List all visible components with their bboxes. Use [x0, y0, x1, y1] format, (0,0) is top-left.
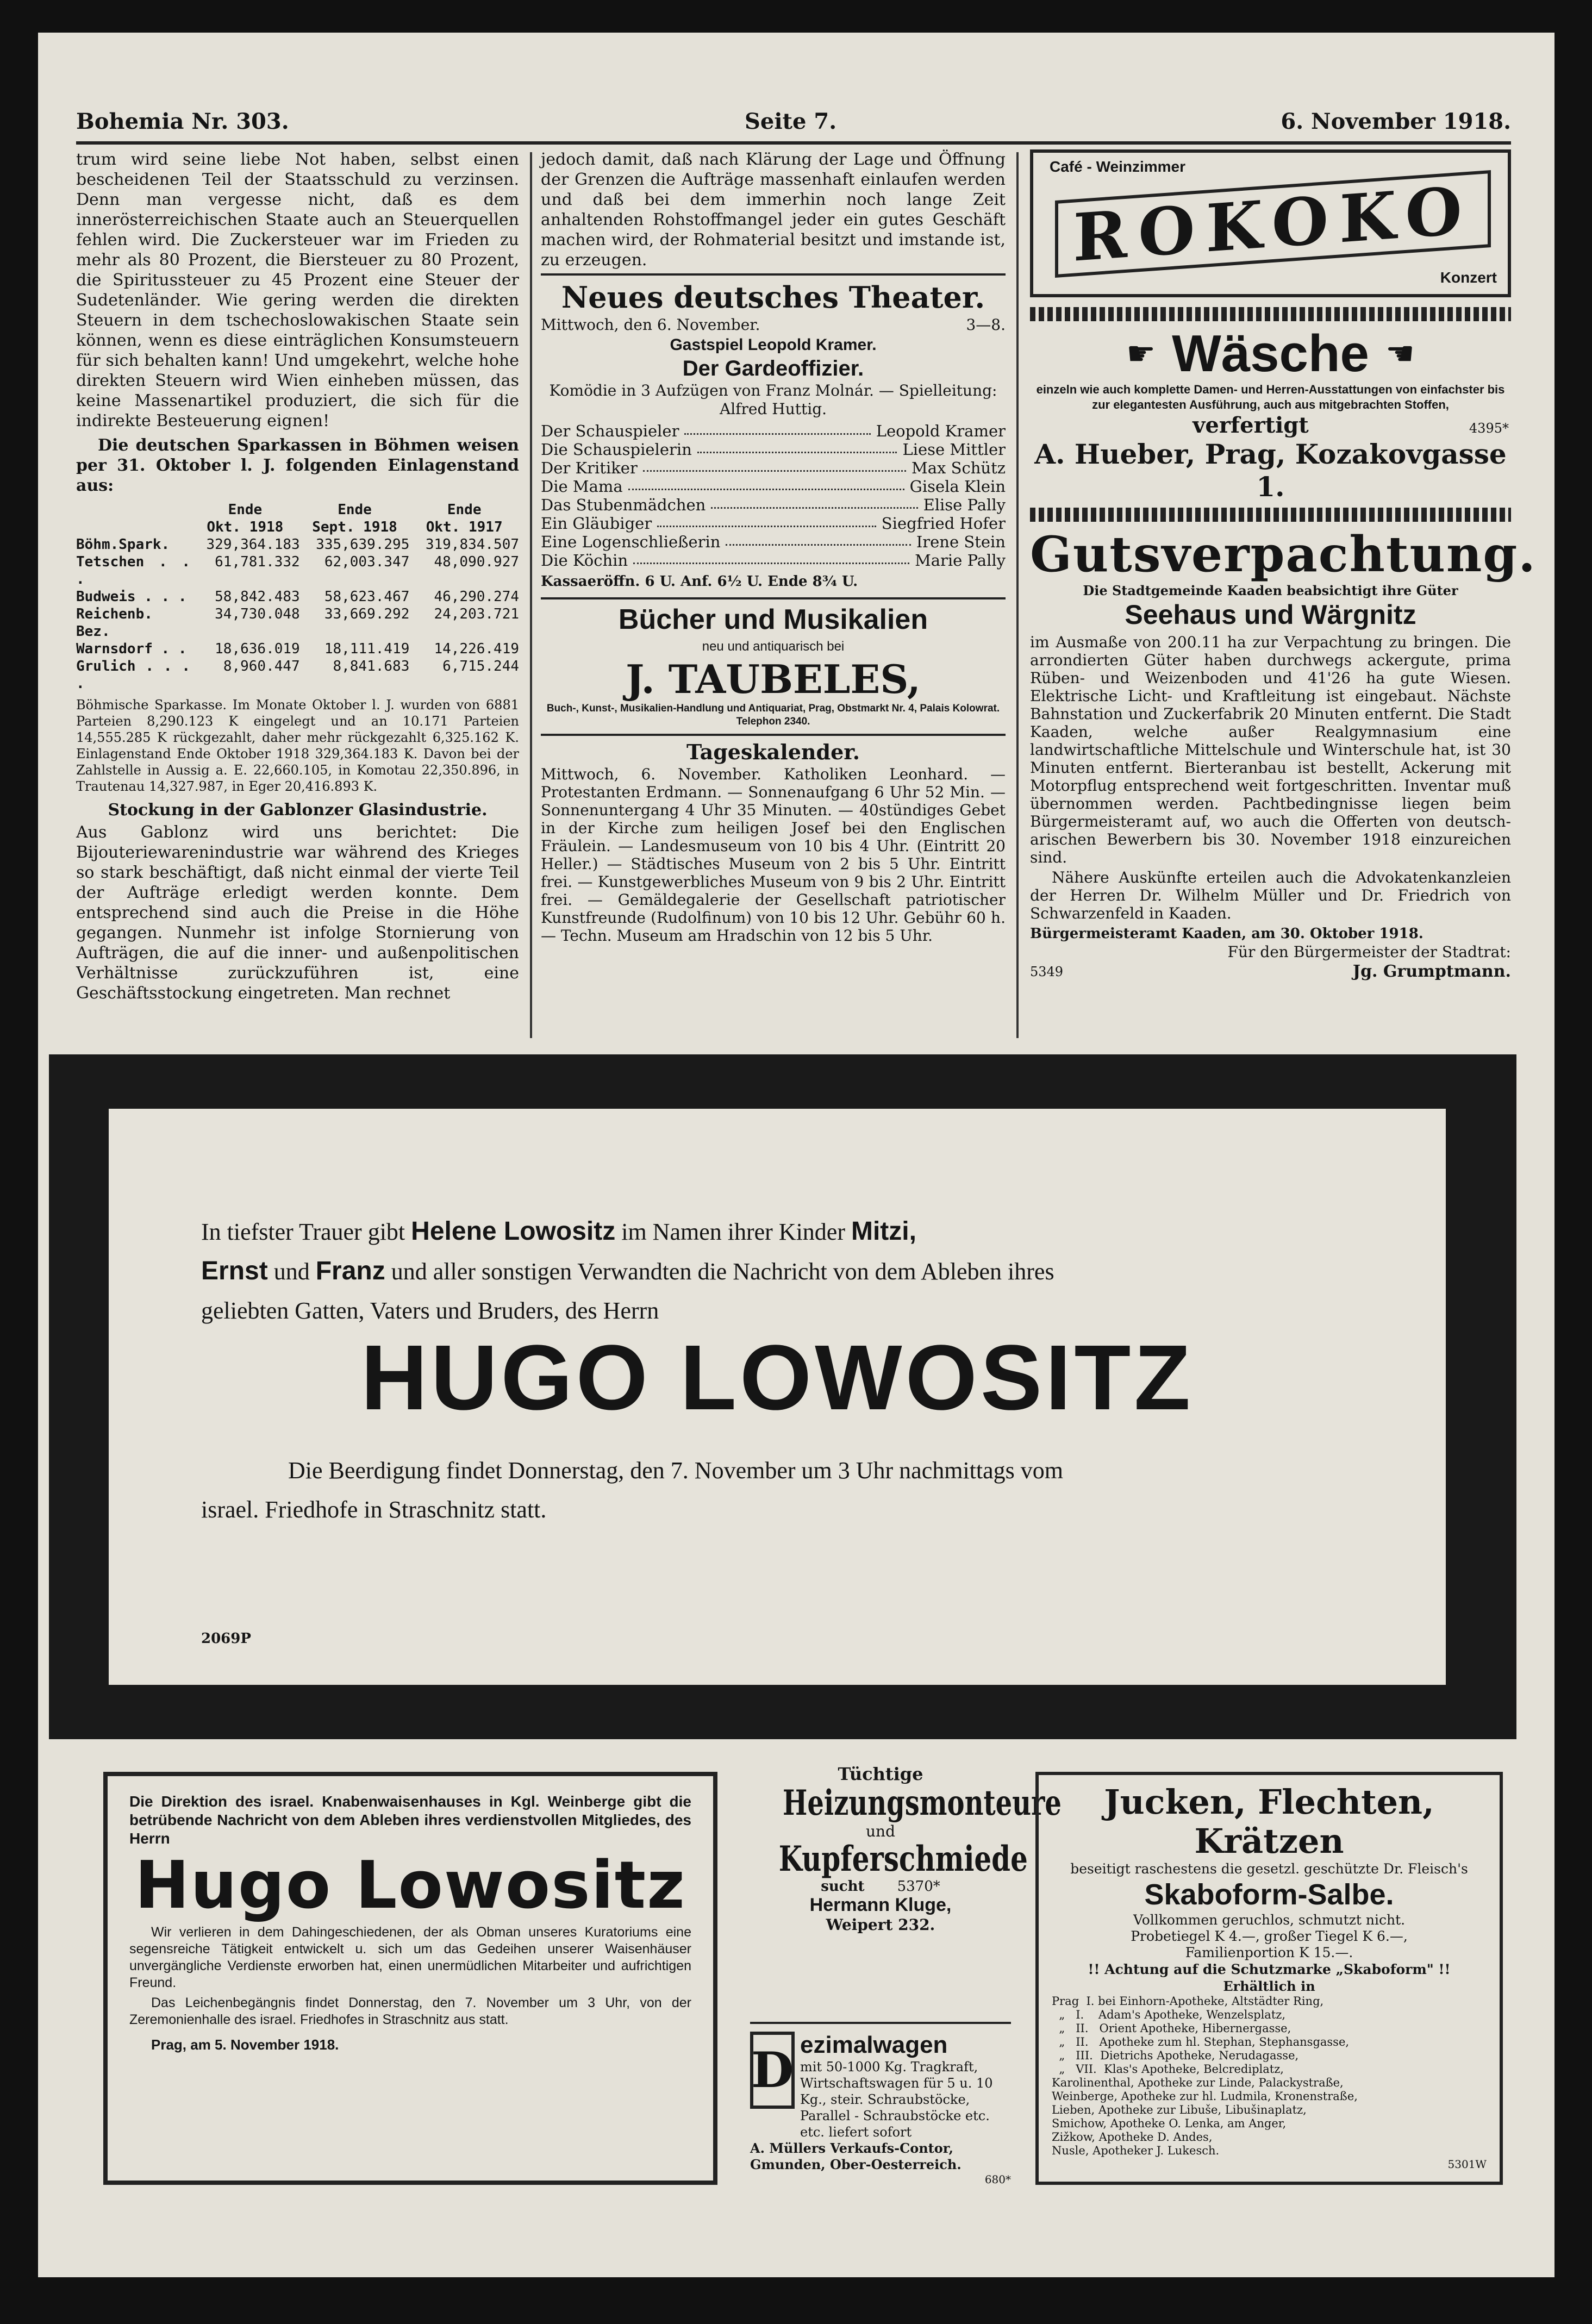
theater-title: Neues deutsches Theater.	[561, 280, 985, 315]
cast-row	[541, 422, 1006, 440]
decorative-border-2	[1030, 508, 1511, 522]
table-cell: 58,623.467	[324, 589, 410, 605]
cast-role: Die Köchin	[541, 551, 628, 570]
sparkassen-table	[76, 501, 519, 692]
pharmacy-item: Zižkow, Apotheke D. Andes,	[1052, 2131, 1213, 2144]
waisenhaus-text2: Das Leichenbegängnis findet Donnerstag, den 7. November um 3 Uhr, von der Zeremonienhalle des israel. Friedhofes in Straschnitz aus statt.	[129, 1995, 691, 2027]
header-page: Seite 7.	[745, 109, 837, 134]
cast-role: Der Kritiker	[541, 459, 638, 477]
table-header-cell	[76, 501, 190, 536]
table-cell: 58,842.483	[215, 589, 300, 605]
table-cell: 34,730.048	[215, 606, 300, 622]
obit-line5: israel. Friedhofe in Straschnitz statt.	[201, 1496, 547, 1523]
table-cell: 335,639.295	[316, 536, 410, 553]
table-cell: Reichenb. Bez.	[76, 606, 153, 640]
table-header-cell: Ende Okt. 1917	[426, 502, 503, 535]
waisenhaus-head: Die Direktion des israel. Knabenwaisenhauses in Kgl. Weinberge gibt die betrübende Nachricht von dem Ableben ihres verdienstvollen Mitgliedes, des Herrn	[129, 1793, 691, 1847]
skaboform-warn: !! Achtung auf die Schutzmarke „Skaboform" !!	[1088, 1961, 1451, 1977]
obit-line3: geliebten Gatten, Vaters und Bruders, des Herrn	[201, 1297, 659, 1324]
gut-sig2: Für den Bürgermeister der Stadtrat:	[1227, 943, 1511, 961]
table-header-cell: Ende Okt. 1918	[207, 502, 284, 535]
rokoko-logo: ROKOKO	[1055, 170, 1491, 278]
dezimalwagen-ad	[750, 2022, 1011, 2186]
waesche-code: 4395*	[1469, 421, 1509, 436]
table-cell: 8,841.683	[333, 658, 410, 674]
cast-row	[541, 514, 1006, 533]
pharmacy-list	[1052, 1995, 1487, 2158]
pharmacy-item: Weinberge, Apotheke zur hl. Ludmila, Kronenstraße,	[1052, 2090, 1358, 2103]
cast-actor: Marie Pally	[915, 551, 1006, 570]
column-3	[1030, 149, 1537, 982]
skaboform-prices2: Familienportion K 15.—.	[1185, 1945, 1353, 1960]
table-cell: 33,669.292	[324, 606, 410, 622]
pharmacy-item: Nusle, Apotheker J. Lukesch.	[1052, 2144, 1220, 2157]
gut-names: Seehaus und Wärgnitz	[1125, 599, 1416, 630]
table-cell: 18,636.019	[215, 641, 300, 657]
cast-role: Das Stubenmädchen	[541, 496, 706, 514]
obit-child-ernst: Ernst	[201, 1257, 268, 1285]
cast-role: Eine Logenschließerin	[541, 533, 721, 551]
page-header	[76, 109, 1511, 145]
cast-actor: Liese Mittler	[902, 440, 1006, 459]
table-cell: 18,111.419	[324, 641, 410, 657]
skaboform-name: Skaboform-Salbe.	[1144, 1878, 1394, 1911]
cast-role: Ein Gläubiger	[541, 514, 652, 533]
waesche-ad	[1030, 321, 1511, 508]
header-issue: Bohemia Nr. 303.	[76, 109, 289, 134]
tageskalender	[541, 734, 1006, 945]
obit-line1c: im Namen ihrer Kinder	[621, 1219, 845, 1245]
pharmacy-item: „ III. Dietrichs Apotheke, Nerudagasse,	[1052, 2049, 1299, 2062]
gut-sig1: Bürgermeisteramt Kaaden, am 30. Oktober 1918.	[1030, 926, 1424, 942]
skaboform-code: 5301W	[1447, 2158, 1487, 2171]
waisenhaus-notice	[103, 1772, 717, 2185]
table-row	[76, 605, 519, 640]
skaboform-desc: Vollkommen geruchlos, schmutzt nicht.	[1133, 1912, 1406, 1928]
theater-code: 3—8.	[966, 316, 1006, 334]
skaboform-title: Jucken, Flechten, Krätzen	[1104, 1782, 1434, 1861]
theater-ad	[541, 273, 1006, 592]
rokoko-top: Café - Weinzimmer	[1050, 158, 1185, 175]
obit-und: und	[273, 1258, 310, 1285]
sparkassen-heading: Die deutschen Sparkassen in Böhmen weisen per 31. Oktober l. J. folgenden Einlagenstand aus:	[76, 436, 519, 495]
skaboform-avail: Erhältlich in	[1223, 1978, 1315, 1994]
table-cell: 8,960.447	[223, 658, 300, 674]
table-cell: Tetschen . . .	[76, 554, 191, 588]
pharmacy-item: Karolinenthal, Apotheke zur Linde, Palackystraße,	[1052, 2076, 1344, 2089]
decorative-border	[1030, 307, 1511, 321]
article-steuer-text: trum wird seine liebe Not haben, selbst einen bescheidenen Teil der Staatsschuld zu verzinsen. Denn man vergesse nicht, daß es dem innerösterreichischen Staate auch an Steuerquellen fehlen wird. Die Zuckersteuer war im Frieden zu mehr als 80 Prozent, die Biersteuer zu 80 Prozent, die Spiritussteuer zu 45 Prozent eine Steuer der Sudetenländer. Wie gering werden die direkten Steuern in dem tschechoslowakischen Staate sein können, wenn es diese einträglichen Konsumsteuern für sich behalten kann! Und umgekehrt, welche hohe direkten Steuern wird Wien einheben müssen, das keine Massenartikel produziert, die sich für die indirekte Besteuerung eignen!	[76, 150, 519, 430]
table-cell: Grulich . . . .	[76, 658, 191, 692]
pharmacy-item: „ II. Orient Apotheke, Hibernergasse,	[1052, 2022, 1291, 2035]
gut-sig3: Jg. Grumptmann.	[1352, 962, 1511, 981]
heizung-addr: Weipert 232.	[826, 1916, 935, 1934]
obit-line2d: und aller sonstigen Verwandten die Nachricht von dem Ableben ihres	[391, 1258, 1054, 1285]
pointing-hand-icon: ☛	[1126, 335, 1156, 373]
table-cell: Warnsdorf . .	[76, 641, 187, 657]
cast-row	[541, 551, 1006, 570]
cast-list	[541, 422, 1006, 570]
dezimalwagen-title: ezimalwagen	[800, 2032, 948, 2058]
gut-intro: Die Stadtgemeinde Kaaden beabsichtigt ihre Güter	[1083, 583, 1458, 598]
theater-date: Mittwoch, den 6. November.	[541, 316, 760, 334]
pointing-hand-icon-2: ☛	[1385, 335, 1415, 373]
waesche-verb: verfertigt	[1193, 413, 1309, 438]
books-desc: Buch-, Kunst-, Musikalien-Handlung und Antiquariat, Prag, Obstmarkt Nr. 4, Palais Kolowrat. Telephon 2340.	[546, 703, 1000, 727]
books-sub: neu und antiquarisch bei	[702, 639, 845, 654]
obit-child-mitzi: Mitzi,	[851, 1217, 916, 1246]
tageskalender-text: Mittwoch, 6. November. Katholiken Leonhard. — Protestanten Erdmann. — Sonnenaufgang 6 Uhr 52 Min. — Sonnenuntergang 4 Uhr 35 Minuten. — 40stündiges Gebet in der Kirche zum heiligen Josef bei den Englischen Fräulein. — Landesmuseum von 10 bis 4 Uhr. (Eintritt 20 Heller.) — Städtisches Museum von 2 bis 5 Uhr. Eintritt frei. — Kunstgewerbliches Museum von 9 bis 2 Uhr. Eintritt frei. — Gemäldegalerie der Gesellschaft patriotischer Kunstfreunde (Rudolfinum) von 10 bis 12 Uhr. Gebühr 60 h. — Techn. Museum am Hradschin von 12 bis 5 Uhr.	[541, 765, 1006, 945]
waisenhaus-name: Hugo Lowositz	[135, 1848, 686, 1923]
obit-line4: Die Beerdigung findet Donnerstag, den 7. November um 3 Uhr nachmittags vom	[288, 1457, 1064, 1484]
pharmacy-item: „ II. Apotheke zum hl. Stephan, Stephansgasse,	[1052, 2035, 1350, 2048]
obit-line1a: In tiefster Trauer gibt	[201, 1219, 405, 1245]
table-cell: Budweis . . .	[76, 589, 187, 605]
pharmacy-item: Smichow, Apotheke O. Lenka, am Anger,	[1052, 2117, 1287, 2130]
gut-text-2: Nähere Auskünfte erteilen auch die Advokatenkanzleien der Herren Dr. Wilhelm Müller und Dr. Friedrich von Schwarzenfeld in Kaaden.	[1030, 869, 1511, 922]
column-2	[541, 149, 1006, 947]
dezimalwagen-text: mit 50-1000 Kg. Tragkraft, Wirtschaftswagen für 5 u. 10 Kg., steir. Schraubstöcke, Parallel - Schraubstöcke etc. etc. liefert sofort	[800, 2059, 993, 2140]
cast-role: Die Mama	[541, 477, 623, 496]
cast-actor: Max Schütz	[912, 459, 1006, 477]
heizung-code: 5370*	[897, 1878, 940, 1895]
table-header-cell: Ende Sept. 1918	[312, 502, 397, 535]
books-ad	[541, 597, 1006, 728]
sparkasse-report: Böhmische Sparkasse. Im Monate Oktober l. J. wurden von 6881 Parteien 8,290.123 K eingelegt und an 10.171 Parteien 14,555.285 K rückgezahlt, daher mehr rückgezahlt 6,325.162 K. Einlagenstand Ende Oktober 1918 329,364.183 K. Davon bei der Zahlstelle in Aussig a. E. 22,660.105, in Komotau 22,350.896, in Trautenau 14,327.987, in Eger 20,416.893 K.	[76, 697, 519, 794]
heizung-sucht: sucht	[821, 1878, 865, 1895]
cast-actor: Leopold Kramer	[876, 422, 1006, 440]
table-row	[76, 588, 519, 605]
dezimalwagen-code: 680*	[984, 2173, 1011, 2186]
tageskalender-title: Tageskalender.	[686, 740, 860, 764]
cast-row	[541, 459, 1006, 477]
gut-code: 5349	[1030, 964, 1064, 979]
obit-child-franz: Franz	[315, 1257, 385, 1285]
table-cell: 61,781.332	[215, 554, 300, 570]
heizung-und: und	[866, 1822, 895, 1840]
pharmacy-item: Lieben, Apotheke zur Libuše, Libušinaplatz,	[1052, 2103, 1307, 2116]
waesche-text: einzeln wie auch komplette Damen- und Herren-Ausstattungen von einfachster bis zur elegantesten Ausführung, auch aus mitgebrachten Stoffen,	[1036, 383, 1505, 411]
table-cell: 329,364.183	[206, 536, 300, 553]
pharmacy-item: „ VII. Klas's Apotheke, Belcrediplatz,	[1052, 2063, 1284, 2076]
cast-role: Der Schauspieler	[541, 422, 679, 440]
column-1	[76, 149, 519, 1005]
obituary-notice	[109, 1109, 1446, 1685]
table-cell: 24,203.721	[434, 606, 520, 622]
table-cell: 46,290.274	[434, 589, 520, 605]
heizung-ad	[750, 1764, 1062, 1934]
skaboform-ad	[1035, 1772, 1503, 2185]
table-row	[76, 536, 519, 553]
pharmacy-item: „ I. Adam's Apotheke, Wenzelsplatz,	[1052, 2008, 1286, 2021]
obit-widow-name: Helene Lowositz	[411, 1217, 616, 1246]
table-cell: 48,090.927	[434, 554, 520, 570]
heizung-title2: Kupferschmiede	[778, 1839, 1028, 1879]
dezimalwagen-firm: A. Müllers Verkaufs-Contor, Gmunden, Ober-Oesterreich.	[750, 2140, 962, 2172]
obit-code: 2069P	[201, 1630, 251, 1647]
table-row	[76, 640, 519, 658]
table-cell: Böhm.Spark.	[76, 536, 170, 553]
cast-row	[541, 496, 1006, 514]
column-rule-1	[530, 152, 532, 1038]
cast-role: Die Schauspielerin	[541, 440, 692, 459]
waisenhaus-sig: Prag, am 5. November 1918.	[151, 2036, 339, 2053]
heizung-top: Tüchtige	[838, 1764, 923, 1784]
books-name: J. TAUBELES,	[626, 656, 921, 702]
obit-deceased-name: HUGO LOWOSITZ	[360, 1326, 1194, 1429]
header-date: 6. November 1918.	[1281, 109, 1511, 134]
table-cell: 14,226.419	[434, 641, 520, 657]
article-continued: jedoch damit, daß nach Klärung der Lage und Öffnung der Grenzen die Aufträge massenhaft einlaufen werden und daß bei dem immerhin noch lange Zeit anhaltenden Rohstoffmangel jeder ein gutes Geschäft machen wird, der Rohmaterial besitzt und imstande ist, zu erzeugen.	[541, 150, 1006, 270]
cast-actor: Irene Stein	[916, 533, 1006, 551]
newspaper-page	[38, 33, 1554, 2277]
table-row	[76, 553, 519, 588]
dezimalwagen-initial: D	[750, 2032, 795, 2109]
table-cell: 62,003.347	[324, 554, 410, 570]
gut-text: im Ausmaße von 200.11 ha zur Verpachtung zu bringen. Die arrondierten Güter haben durchwegs ackergute, prima Rüben- und Weizenboden und 41'26 ha gute Wiesen. Elektrische Licht- und Kraftleitung ist eingebaut. Nächste Bahnstation und Zuckerfabrik 20 Minuten entfernt. Die Stadt Kaaden, welche außer Realgymnasium eine landwirtschaftliche Mittelschule und Winterschule hat, ist 30 Minuten entfernt. Bierteranbau ist bestellt, Ackerung mit Motorpflug entsprechend weit fortgeschritten. Inventar muß übernommen werden. Pachtbedingnisse liegen beim Bürgermeisteramt auf, wo auch die Offerten von deutsch-arischen Bewerbern bis 30. November 1918 einzureichen sind.	[1030, 633, 1511, 866]
gutsverpachtung-ad	[1030, 522, 1537, 982]
gut-title: Gutsverpachtung.	[1030, 526, 1537, 583]
heizung-title1: Heizungsmonteure	[783, 1783, 1062, 1823]
rokoko-bottom: Konzert	[1440, 269, 1497, 286]
cast-row	[541, 533, 1006, 551]
table-row	[76, 658, 519, 692]
waisenhaus-text1: Wir verlieren in dem Dahingeschiedenen, der als Obman unseres Kuratoriums eine segensreiche Tätigkeit entwickelt u. sich um das Gedeihen unserer Waisenhäuser unvergängliche Verdienste erworben hat, einen unermüdlichen Mitarbeiter und aufrichtigen Freund.	[129, 1925, 691, 1990]
cast-actor: Gisela Klein	[909, 477, 1006, 496]
cast-actor: Siegfried Hofer	[881, 514, 1006, 533]
theater-play: Der Gardeoffizier.	[682, 357, 864, 380]
theater-guest: Gastspiel Leopold Kramer.	[670, 336, 877, 354]
table-cell: 6,715.244	[442, 658, 520, 674]
heizung-name: Hermann Kluge,	[809, 1895, 952, 1915]
theater-times: Kassaeröffn. 6 U. Anf. 6½ U. Ende 8¾ U.	[541, 573, 858, 590]
table-cell: 319,834.507	[425, 536, 520, 553]
waesche-address: A. Hueber, Prag, Kozakovgasse 1.	[1034, 438, 1507, 503]
skaboform-sub: beseitigt raschestens die gesetzl. geschützte Dr. Fleisch's	[1070, 1861, 1468, 1877]
cast-row	[541, 440, 1006, 459]
rokoko-ad	[1030, 149, 1511, 297]
column-rule-2	[1016, 152, 1019, 1038]
gablonz-text: Aus Gablonz wird uns berichtet: Die Bijouteriewarenindustrie war während des Krieges so stark beschäftigt, daß nicht einmal der vierte Teil der Aufträge erledigt werden konnte. Dem entsprechend sind auch die Preise in die Höhe gegangen. Nunmehr ist infolge Stornierung von Aufträgen, die auf die inner- und außenpolitischen Verhältnisse zurückzuführen ist, eine Geschäftsstockung eingetreten. Man rechnet	[76, 823, 519, 1003]
books-title: Bücher und Musikalien	[618, 604, 928, 635]
pharmacy-item: Prag I. bei Einhorn-Apotheke, Altstädter Ring,	[1052, 1995, 1324, 2008]
theater-desc: Komödie in 3 Aufzügen von Franz Molnár. — Spielleitung: Alfred Huttig.	[549, 382, 997, 418]
cast-row	[541, 477, 1006, 496]
skaboform-prices1: Probetiegel K 4.—, großer Tiegel K 6.—,	[1131, 1928, 1408, 1944]
cast-actor: Elise Pally	[923, 496, 1006, 514]
gablonz-heading: Stockung in der Gablonzer Glasindustrie.	[108, 801, 488, 820]
waesche-title: Wäsche	[1172, 324, 1369, 383]
